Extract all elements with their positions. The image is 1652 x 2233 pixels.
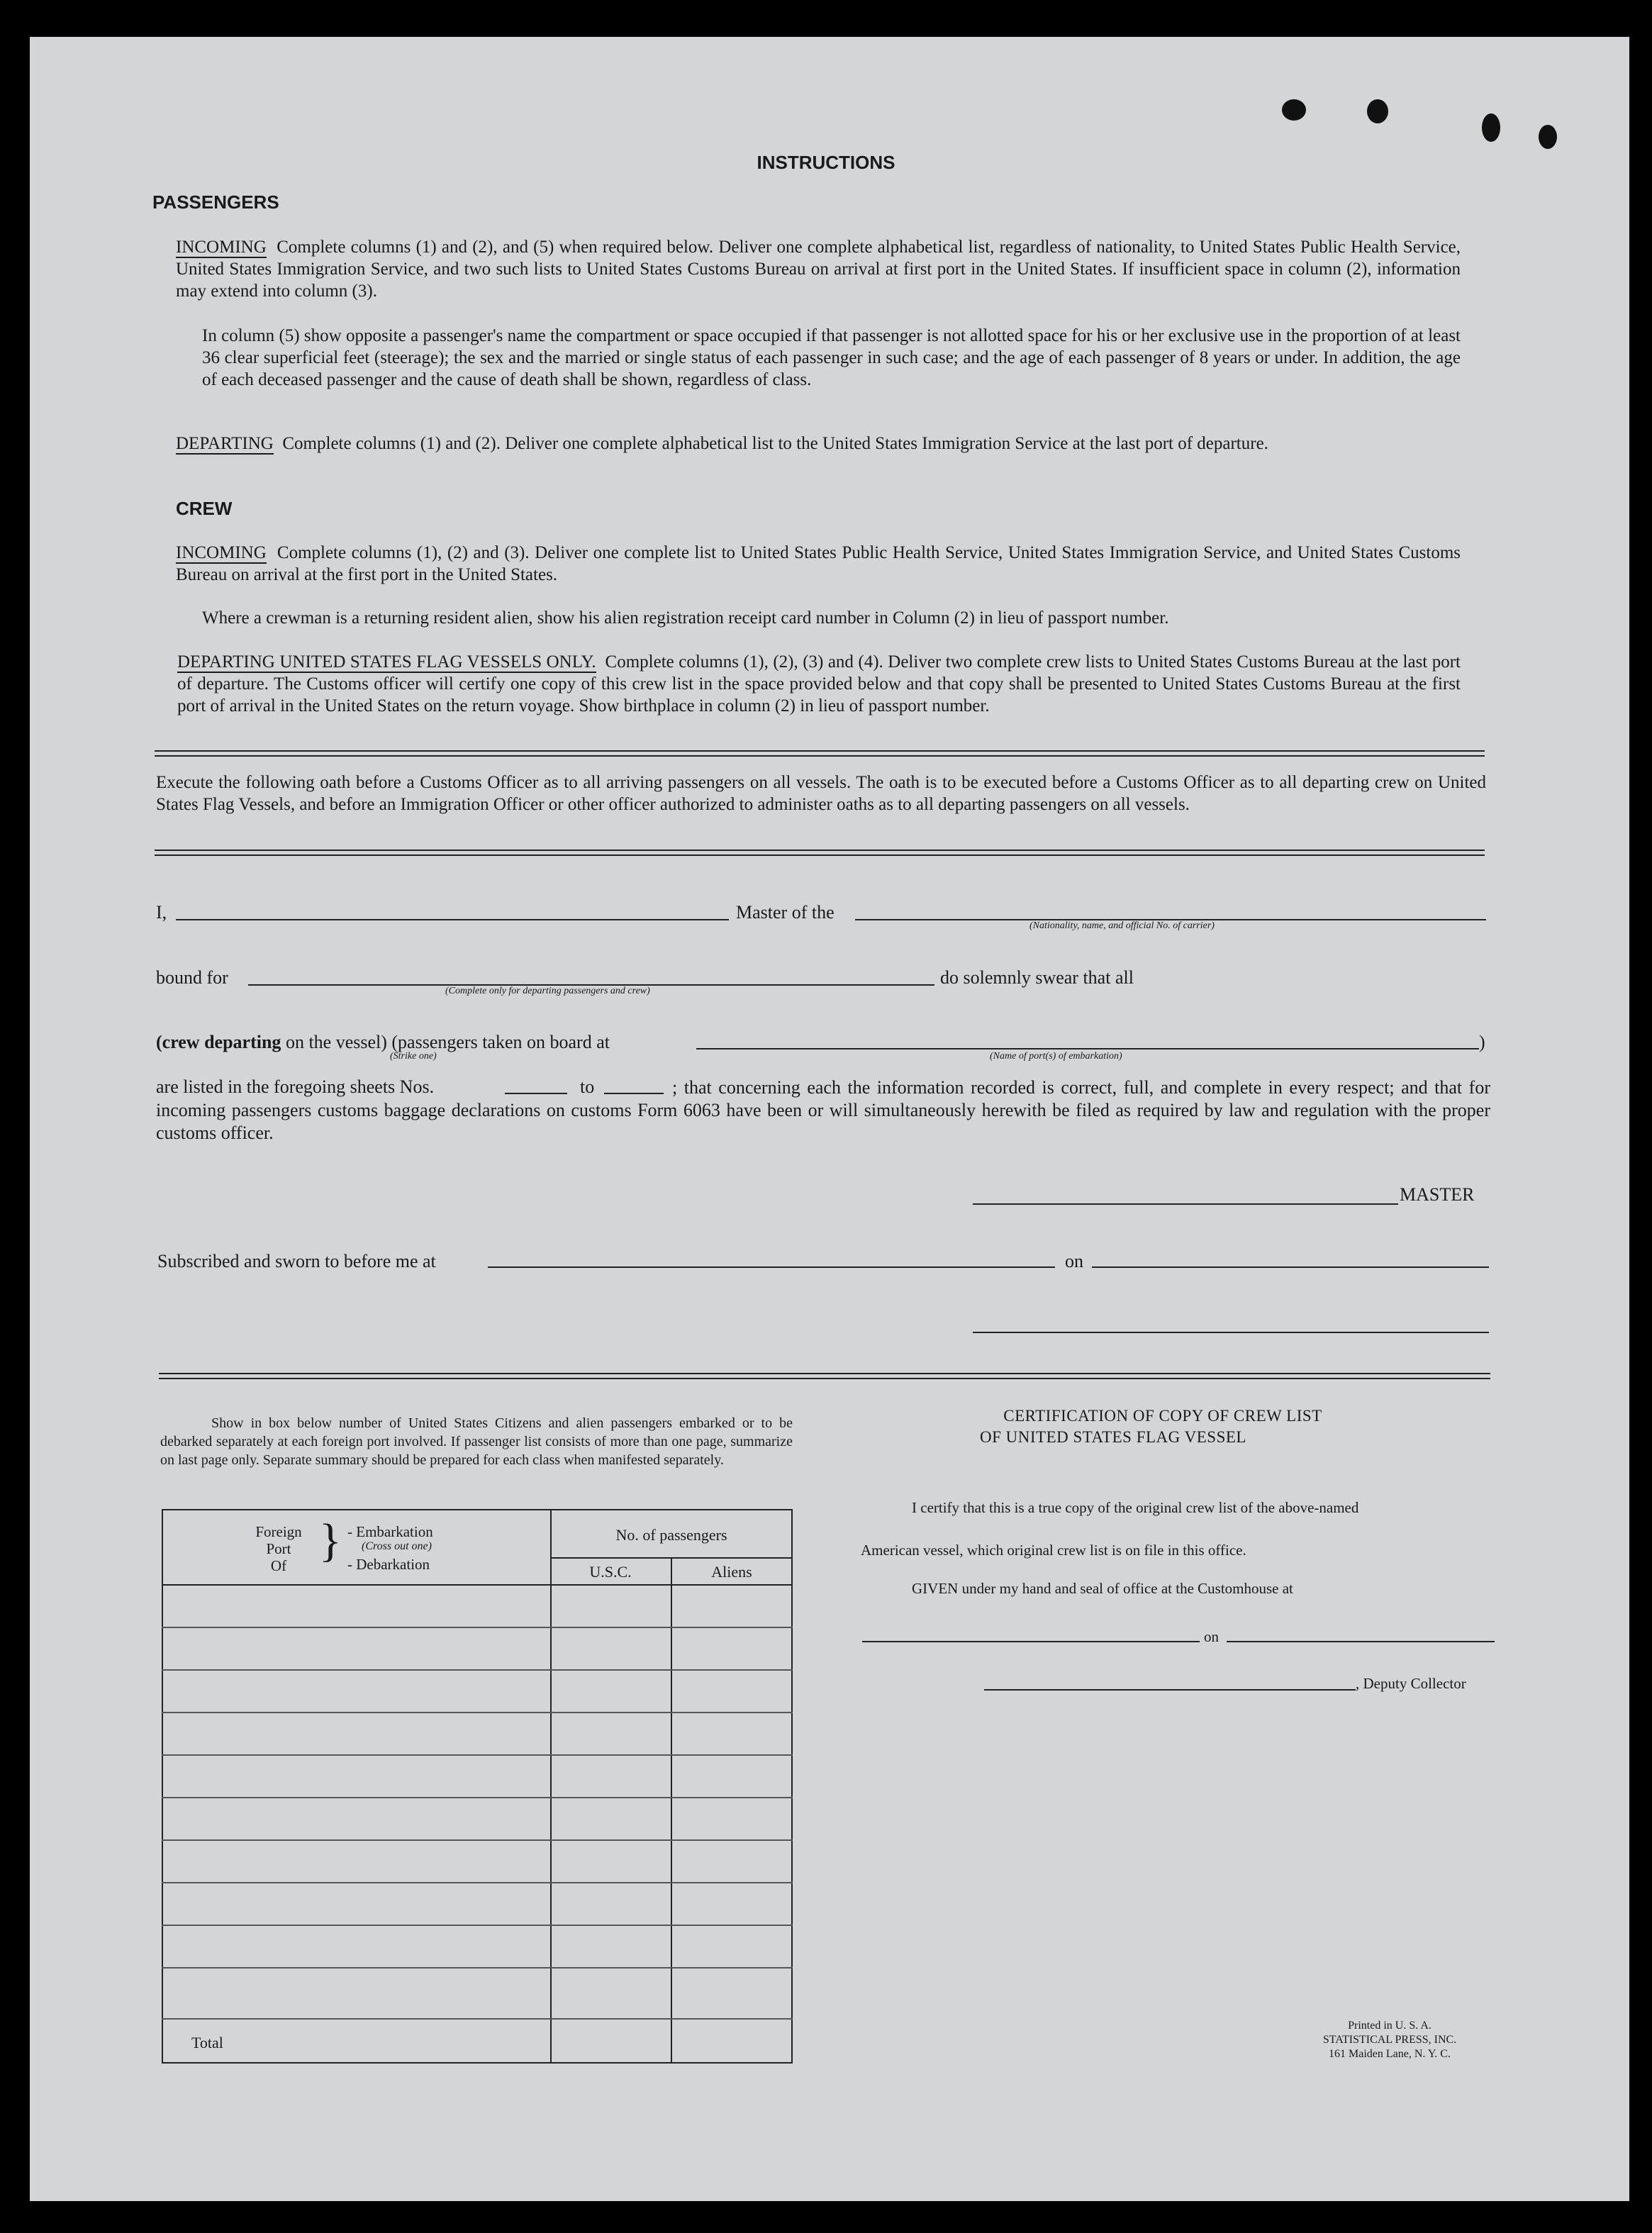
aliens-header: Aliens bbox=[711, 1563, 752, 1581]
table-row bbox=[162, 1882, 793, 1883]
crew-passengers-line bbox=[156, 1032, 610, 1053]
table-row bbox=[162, 1754, 793, 1756]
crew-departing-paragraph bbox=[177, 651, 1461, 717]
passengers-departing-text: Complete columns (1) and (2). Deliver one complete alphabetical list to the United States Immigration Service at the last port of departure. bbox=[282, 434, 1268, 453]
listed-text-2: ; that concerning each the information recorded is correct, full, and complete in every respect; and that for incoming passengers customs baggage declarations on customs Form 6063 have been or will simultaneously herewith be filed as required by law and regulation with the proper customs officer. bbox=[156, 1077, 1490, 1143]
summary-box bbox=[162, 1509, 793, 2064]
crew-heading: CREW bbox=[176, 498, 233, 519]
crew-resident-paragraph: Where a crewman is a returning resident alien, show his alien registration receipt card number in Column (2) in lieu of passport number. bbox=[202, 608, 1169, 628]
box-col-divider bbox=[550, 1509, 552, 2064]
subscribed-label: Subscribed and sworn to before me at bbox=[157, 1251, 436, 1271]
total-label: Total bbox=[191, 2034, 223, 2051]
cert-on-label: on bbox=[1204, 1628, 1219, 1645]
ports-caption: (Name of port(s) of embarkation) bbox=[990, 1051, 1122, 1062]
foreign-label: Foreign bbox=[255, 1523, 302, 1540]
swear-label: do solemnly swear that all bbox=[940, 967, 1134, 988]
table-row bbox=[162, 1967, 793, 1969]
passengers-departing-label: DEPARTING bbox=[176, 434, 274, 453]
certify-line-1: I certify that this is a true copy of the original crew list of the above-named bbox=[912, 1499, 1359, 1516]
passengers-incoming-paragraph bbox=[176, 236, 1461, 302]
table-row bbox=[162, 1839, 793, 1841]
table-row bbox=[162, 2018, 793, 2020]
deputy-signature-field[interactable] bbox=[984, 1689, 1356, 1691]
page-title: INSTRUCTIONS bbox=[757, 152, 895, 173]
divider bbox=[155, 854, 1485, 856]
divider bbox=[159, 1378, 1490, 1379]
master-name-field[interactable] bbox=[176, 919, 729, 920]
box-col-divider bbox=[671, 1557, 672, 2064]
complete-caption: (Complete only for departing passengers and crew) bbox=[445, 986, 650, 996]
printer-line-2: STATISTICAL PRESS, INC. bbox=[1322, 2034, 1457, 2046]
passengers-heading: PASSENGERS bbox=[152, 191, 279, 213]
divider bbox=[155, 750, 1485, 752]
on-label: on bbox=[1065, 1251, 1083, 1271]
cross-out-caption: (Cross out one) bbox=[362, 1540, 432, 1552]
table-row bbox=[162, 1669, 793, 1671]
table-row bbox=[162, 1712, 793, 1713]
master-of-the-label: Master of the bbox=[736, 902, 835, 923]
punch-mark bbox=[1367, 99, 1388, 123]
crew-incoming-text: Complete columns (1), (2) and (3). Deliver one complete list to United States Public Health Service, United States Immigration Service, and United States Customs Bureau on arrival at the first port in the United States. bbox=[176, 543, 1461, 584]
cert-date-field[interactable] bbox=[1227, 1641, 1495, 1642]
on-vessel-label: on the vessel) (passengers taken on board at bbox=[285, 1032, 610, 1052]
strike-caption: (Strike one) bbox=[390, 1051, 437, 1062]
bound-for-label: bound for bbox=[156, 967, 228, 988]
passengers-incoming-label: INCOMING bbox=[176, 238, 267, 257]
port-label: Port bbox=[266, 1540, 291, 1557]
certification-title-2: OF UNITED STATES FLAG VESSEL bbox=[980, 1428, 1246, 1446]
punch-mark bbox=[1482, 113, 1500, 142]
nationality-caption: (Nationality, name, and official No. of carrier) bbox=[1029, 920, 1215, 931]
box-header-divider bbox=[162, 1584, 793, 1586]
listed-text-1: are listed in the foregoing sheets Nos. bbox=[156, 1076, 435, 1097]
printer-line-3: 161 Maiden Lane, N. Y. C. bbox=[1329, 2048, 1451, 2060]
crew-incoming-paragraph bbox=[176, 542, 1461, 586]
embarkation-port-field[interactable] bbox=[696, 1048, 1479, 1049]
crew-departing-label: DEPARTING UNITED STATES FLAG VESSELS ONLY. bbox=[177, 652, 596, 672]
crew-incoming-label: INCOMING bbox=[176, 543, 267, 562]
brace-icon: } bbox=[319, 1515, 342, 1566]
crew-departing-text: Complete columns (1), (2), (3) and (4). Deliver two complete crew lists to United States Customs Bureau at the last port of departure. The Customs officer will certify one copy of this crew list in the space provided below and that copy shall be presented to United States Customs Bureau at the first port of arrival in the United States on the return voyage. Show birthplace in column (2) in lieu of passport number. bbox=[177, 652, 1461, 715]
certify-line-2: American vessel, which original crew list is on file in this office. bbox=[861, 1542, 1246, 1559]
master-label: MASTER bbox=[1400, 1184, 1475, 1205]
to-label: to bbox=[580, 1076, 595, 1097]
sworn-place-field[interactable] bbox=[488, 1266, 1055, 1268]
certification-title-1: CERTIFICATION OF COPY OF CREW LIST bbox=[1003, 1407, 1322, 1425]
no-of-passengers-header: No. of passengers bbox=[615, 1526, 727, 1544]
passengers-incoming-text: Complete columns (1) and (2), and (5) when required below. Deliver one complete alphabetical list, regardless of nationality, to United States Public Health Service, United States Immigration Service, and two such lists to United States Customs Bureau on arrival at first port in the United States. If insufficient space in column (2), information may extend into column (3). bbox=[176, 238, 1461, 301]
embarkation-label: - Embarkation bbox=[347, 1523, 433, 1540]
printer-line-1: Printed in U. S. A. bbox=[1348, 2020, 1431, 2032]
debarkation-label: - Debarkation bbox=[347, 1556, 430, 1573]
of-label: Of bbox=[270, 1557, 287, 1574]
oath-i-label: I, bbox=[156, 902, 167, 923]
table-row bbox=[162, 1797, 793, 1798]
table-row bbox=[162, 1925, 793, 1926]
crew-departing-label-inline: (crew departing bbox=[156, 1032, 281, 1052]
summary-instructions: Show in box below number of United States Citizens and alien passengers embarked or to be debarked separately at each foreign port involved. If passenger list consists of more than one page, summarize on last page only. Separate summary should be prepared for each class when manifested separately. bbox=[160, 1415, 793, 1468]
officer-signature-field[interactable] bbox=[973, 1332, 1489, 1333]
oath-intro: Execute the following oath before a Customs Officer as to all arriving passengers on all vessels. The oath is to be executed before a Customs Officer as to all departing crew on United States Flag Vessels, and before an Immigration Officer or other officer authorized to administer oaths as to all departing passengers on all vessels. bbox=[156, 773, 1486, 814]
divider bbox=[155, 850, 1485, 851]
punch-mark bbox=[1539, 125, 1557, 149]
sworn-date-field[interactable] bbox=[1092, 1266, 1489, 1268]
divider bbox=[159, 1373, 1490, 1374]
close-paren: ) bbox=[1479, 1032, 1485, 1052]
master-signature-field[interactable] bbox=[973, 1203, 1398, 1205]
customhouse-field[interactable] bbox=[862, 1641, 1200, 1642]
table-row bbox=[162, 1627, 793, 1628]
box-row-divider bbox=[550, 1557, 793, 1559]
deputy-collector-label: , Deputy Collector bbox=[1356, 1675, 1466, 1692]
usc-header: U.S.C. bbox=[589, 1563, 632, 1581]
column5-paragraph: In column (5) show opposite a passenger's name the compartment or space occupied if that passenger is not allotted space for his or her exclusive use in the proportion of at least 36 clear superficial feet (steerage); the sex and the married or single status of each passenger in such case; and the age of each passenger of 8 years or under. In addition, the age of each deceased passenger and the cause of death shall be shown, regardless of class. bbox=[202, 326, 1461, 389]
given-line: GIVEN under my hand and seal of office at the Customhouse at bbox=[912, 1580, 1293, 1597]
punch-mark bbox=[1282, 99, 1306, 121]
passengers-departing-paragraph bbox=[176, 433, 1461, 455]
divider bbox=[155, 755, 1485, 757]
